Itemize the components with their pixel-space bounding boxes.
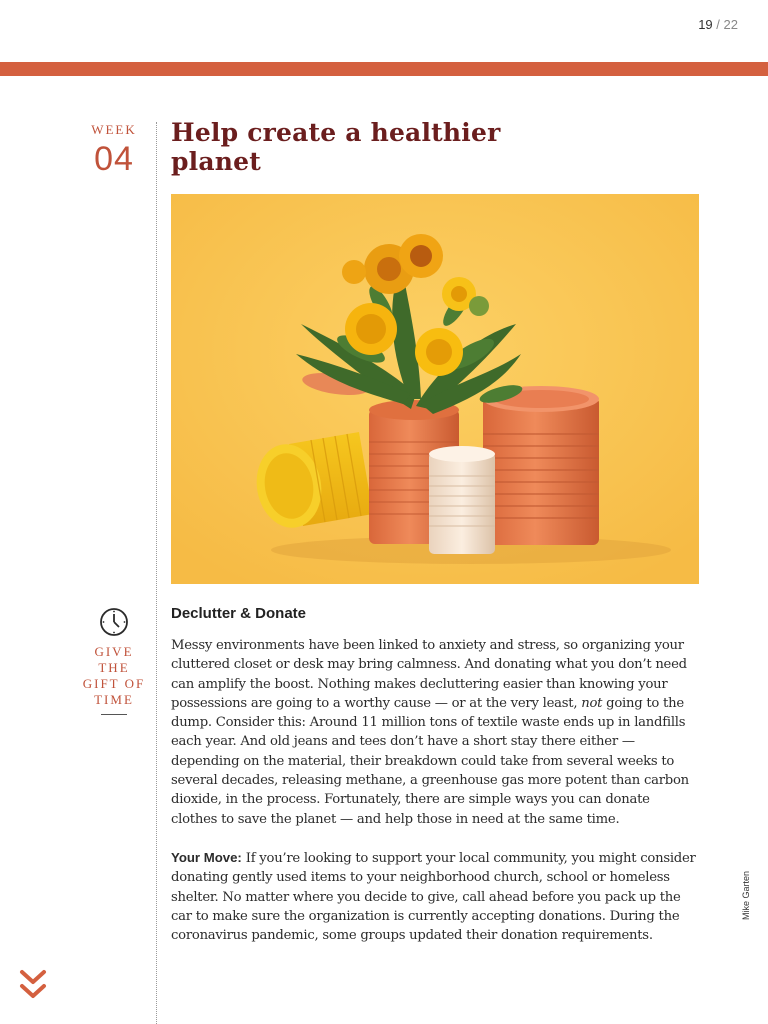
- section-title: Declutter & Donate: [171, 605, 307, 622]
- gift-line-3: GIFT OF: [82, 676, 146, 691]
- page-current: 19: [698, 17, 713, 32]
- clock-icon: [98, 606, 130, 638]
- week-label: WEEK: [91, 122, 137, 137]
- gift-rule: [101, 714, 127, 715]
- your-move-text: If you’re looking to support your local community, you might consider donating gently used items to your neighborhood church, school or homeless shelter. No matter where you decide to give, call ahead before you pack up the car to make sure the organization is currently accepting donations. During the coronavirus pandemic, some groups updated their donation requirements.: [171, 850, 696, 944]
- body-p1-emphasis: not: [581, 695, 603, 711]
- page-total: 22: [723, 17, 738, 32]
- article-body: [171, 636, 699, 964]
- header-accent-bar: [0, 62, 768, 76]
- article-title: Help create a healthier planet: [171, 118, 501, 176]
- body-p1-part-b: going to the dump. Consider this: Around 11 million tons of textile waste ends up in landfills each year. And old jeans and tees don’t have a short stay there either — depending on the material, their breakdown could take from several weeks to several decades, releasing methane, a greenhouse gas more potent than carbon dioxide, in the process. Fortunately, there are simple ways you can donate clothes to save the planet — and help those in need at the same time.: [171, 695, 689, 827]
- photo-credit: Mike Garten: [741, 870, 751, 920]
- gift-line-1: GIVE: [94, 644, 134, 659]
- week-number: 04: [94, 140, 134, 178]
- body-p1-part-a: Messy environments have been linked to anxiety and stress, so organizing your cluttered closet or desk may bring calmness. And donating what you don’t need can amplify the boost. Nothing makes decluttering easier than knowing your possessions are going to a worthy cause — or at the very least,: [171, 638, 687, 711]
- your-move-paragraph: [171, 848, 699, 945]
- chevron-double-down-icon[interactable]: [18, 968, 48, 1004]
- gift-of-time-label: [74, 644, 154, 708]
- gift-line-4: TIME: [94, 692, 134, 707]
- your-move-label: Your Move:: [171, 849, 242, 865]
- column-divider: [156, 122, 157, 1024]
- article-photo: [171, 194, 699, 584]
- page-separator: /: [716, 17, 720, 32]
- body-paragraph-1: [171, 636, 699, 829]
- gift-line-2: THE: [98, 660, 130, 675]
- page-counter: [698, 17, 738, 32]
